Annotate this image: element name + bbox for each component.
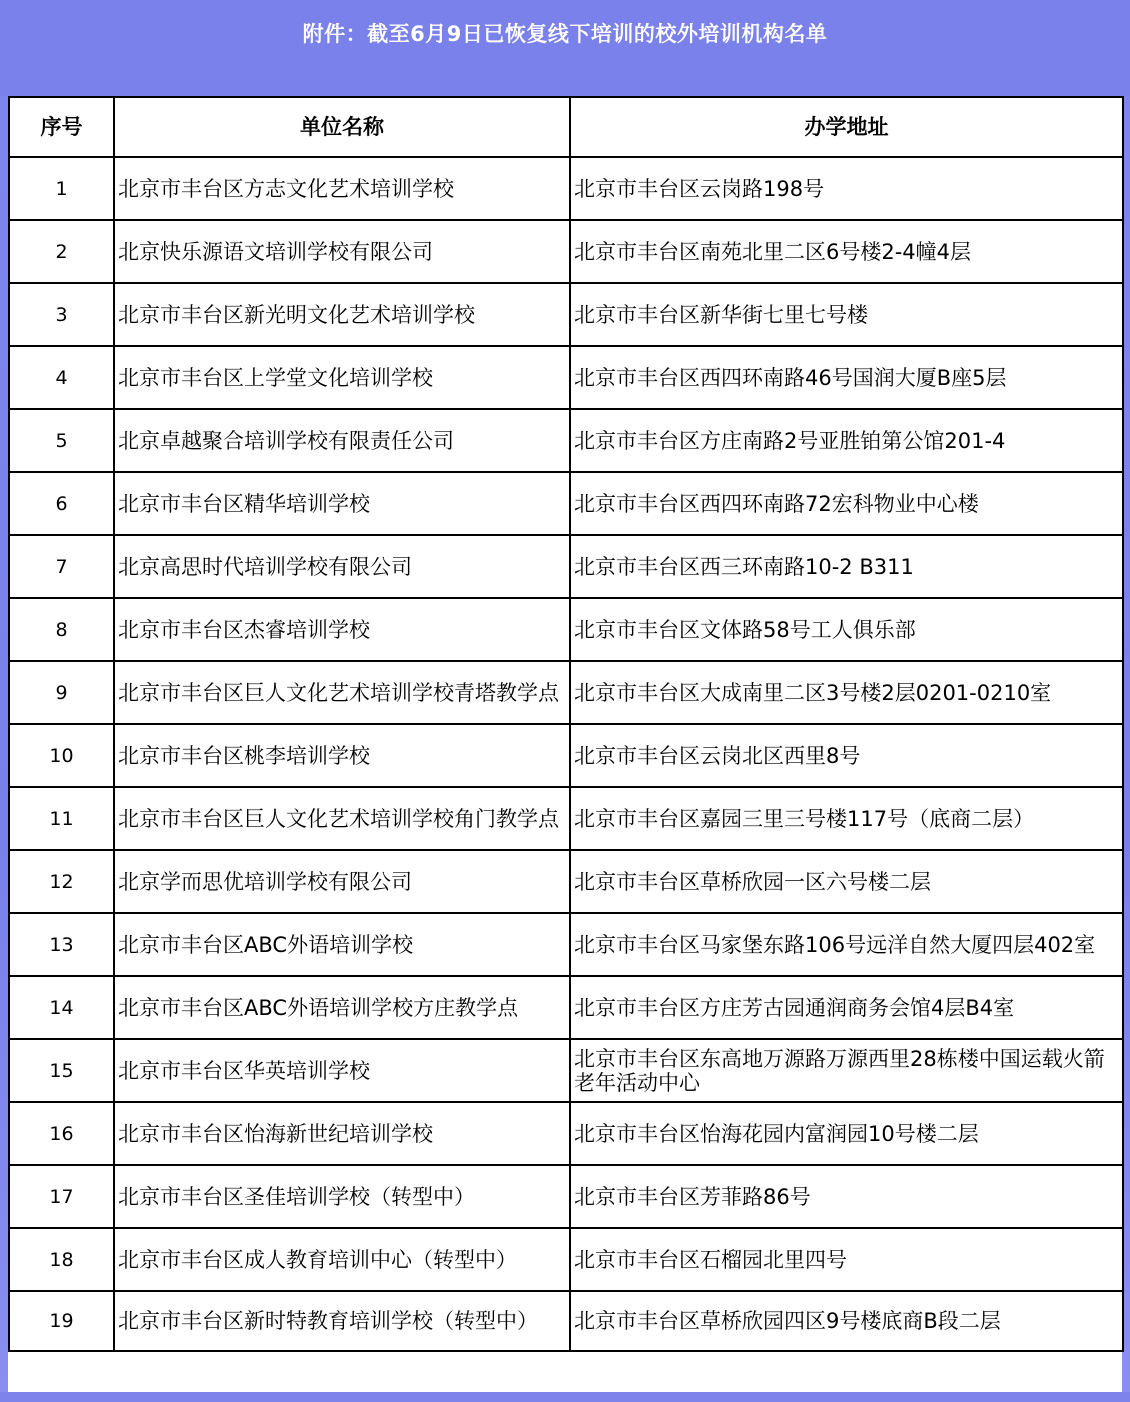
row-unit-name: 北京市丰台区怡海新世纪培训学校 [114, 1102, 570, 1165]
row-unit-name: 北京市丰台区新光明文化艺术培训学校 [114, 283, 570, 346]
row-address: 北京市丰台区大成南里二区3号楼2层0201-0210室 [570, 661, 1123, 724]
table-row [9, 1228, 1123, 1291]
table-row [9, 787, 1123, 850]
row-unit-name: 北京市丰台区华英培训学校 [114, 1039, 570, 1102]
header-number: 序号 [9, 97, 114, 157]
row-number: 6 [9, 472, 114, 535]
table-header-row [9, 97, 1123, 157]
table-row [9, 913, 1123, 976]
row-address: 北京市丰台区西三环南路10-2 B311 [570, 535, 1123, 598]
row-number: 11 [9, 787, 114, 850]
bottom-background-strip [0, 1392, 1130, 1402]
row-unit-name: 北京市丰台区圣佳培训学校（转型中） [114, 1165, 570, 1228]
table-row [9, 1102, 1123, 1165]
row-address: 北京市丰台区芳菲路86号 [570, 1165, 1123, 1228]
table-row [9, 283, 1123, 346]
row-unit-name: 北京市丰台区ABC外语培训学校 [114, 913, 570, 976]
row-address: 北京市丰台区草桥欣园四区9号楼底商B段二层 [570, 1291, 1123, 1351]
row-address: 北京市丰台区南苑北里二区6号楼2-4幢4层 [570, 220, 1123, 283]
header-unit-name: 单位名称 [114, 97, 570, 157]
row-number: 7 [9, 535, 114, 598]
row-number: 19 [9, 1291, 114, 1351]
row-unit-name: 北京市丰台区ABC外语培训学校方庄教学点 [114, 976, 570, 1039]
table-row [9, 850, 1123, 913]
table-row [9, 220, 1123, 283]
table-row [9, 157, 1123, 220]
row-number: 8 [9, 598, 114, 661]
row-address: 北京市丰台区怡海花园内富润园10号楼二层 [570, 1102, 1123, 1165]
row-address: 北京市丰台区方庄芳古园通润商务会馆4层B4室 [570, 976, 1123, 1039]
row-address: 北京市丰台区马家堡东路106号远洋自然大厦四层402室 [570, 913, 1123, 976]
row-address: 北京市丰台区西四环南路72宏科物业中心楼 [570, 472, 1123, 535]
row-unit-name: 北京市丰台区杰睿培训学校 [114, 598, 570, 661]
row-number: 14 [9, 976, 114, 1039]
page-title: 附件：截至6月9日已恢复线下培训的校外培训机构名单 [302, 22, 828, 46]
row-address: 北京市丰台区草桥欣园一区六号楼二层 [570, 850, 1123, 913]
row-address: 北京市丰台区西四环南路46号国润大厦B座5层 [570, 346, 1123, 409]
table-row [9, 535, 1123, 598]
title-banner [0, 0, 1130, 96]
row-unit-name: 北京市丰台区精华培训学校 [114, 472, 570, 535]
row-unit-name: 北京市丰台区巨人文化艺术培训学校角门教学点 [114, 787, 570, 850]
row-address: 北京市丰台区东高地万源路万源西里28栋楼中国运载火箭老年活动中心 [570, 1039, 1123, 1102]
row-unit-name: 北京市丰台区巨人文化艺术培训学校青塔教学点 [114, 661, 570, 724]
header-address: 办学地址 [570, 97, 1123, 157]
row-unit-name: 北京市丰台区上学堂文化培训学校 [114, 346, 570, 409]
row-number: 5 [9, 409, 114, 472]
row-number: 13 [9, 913, 114, 976]
row-number: 2 [9, 220, 114, 283]
row-number: 10 [9, 724, 114, 787]
row-number: 12 [9, 850, 114, 913]
row-unit-name: 北京市丰台区成人教育培训中心（转型中） [114, 1228, 570, 1291]
table-row [9, 1165, 1123, 1228]
table-row [9, 661, 1123, 724]
institution-table [8, 96, 1124, 1352]
row-unit-name: 北京市丰台区方志文化艺术培训学校 [114, 157, 570, 220]
table-row [9, 724, 1123, 787]
row-address: 北京市丰台区石榴园北里四号 [570, 1228, 1123, 1291]
table-row [9, 598, 1123, 661]
row-address: 北京市丰台区嘉园三里三号楼117号（底商二层） [570, 787, 1123, 850]
row-unit-name: 北京学而思优培训学校有限公司 [114, 850, 570, 913]
row-number: 3 [9, 283, 114, 346]
table-row [9, 976, 1123, 1039]
row-address: 北京市丰台区新华街七里七号楼 [570, 283, 1123, 346]
institution-table-sheet [8, 96, 1122, 1392]
row-address: 北京市丰台区云岗路198号 [570, 157, 1123, 220]
row-number: 4 [9, 346, 114, 409]
table-row [9, 472, 1123, 535]
row-unit-name: 北京快乐源语文培训学校有限公司 [114, 220, 570, 283]
row-number: 18 [9, 1228, 114, 1291]
row-unit-name: 北京卓越聚合培训学校有限责任公司 [114, 409, 570, 472]
row-number: 15 [9, 1039, 114, 1102]
row-unit-name: 北京市丰台区新时特教育培训学校（转型中） [114, 1291, 570, 1351]
table-row [9, 409, 1123, 472]
row-number: 17 [9, 1165, 114, 1228]
row-number: 1 [9, 157, 114, 220]
row-unit-name: 北京市丰台区桃李培训学校 [114, 724, 570, 787]
row-address: 北京市丰台区云岗北区西里8号 [570, 724, 1123, 787]
table-row [9, 1039, 1123, 1102]
table-row [9, 346, 1123, 409]
row-number: 9 [9, 661, 114, 724]
row-number: 16 [9, 1102, 114, 1165]
row-unit-name: 北京高思时代培训学校有限公司 [114, 535, 570, 598]
row-address: 北京市丰台区文体路58号工人俱乐部 [570, 598, 1123, 661]
table-row [9, 1291, 1123, 1351]
row-address: 北京市丰台区方庄南路2号亚胜铂第公馆201-4 [570, 409, 1123, 472]
